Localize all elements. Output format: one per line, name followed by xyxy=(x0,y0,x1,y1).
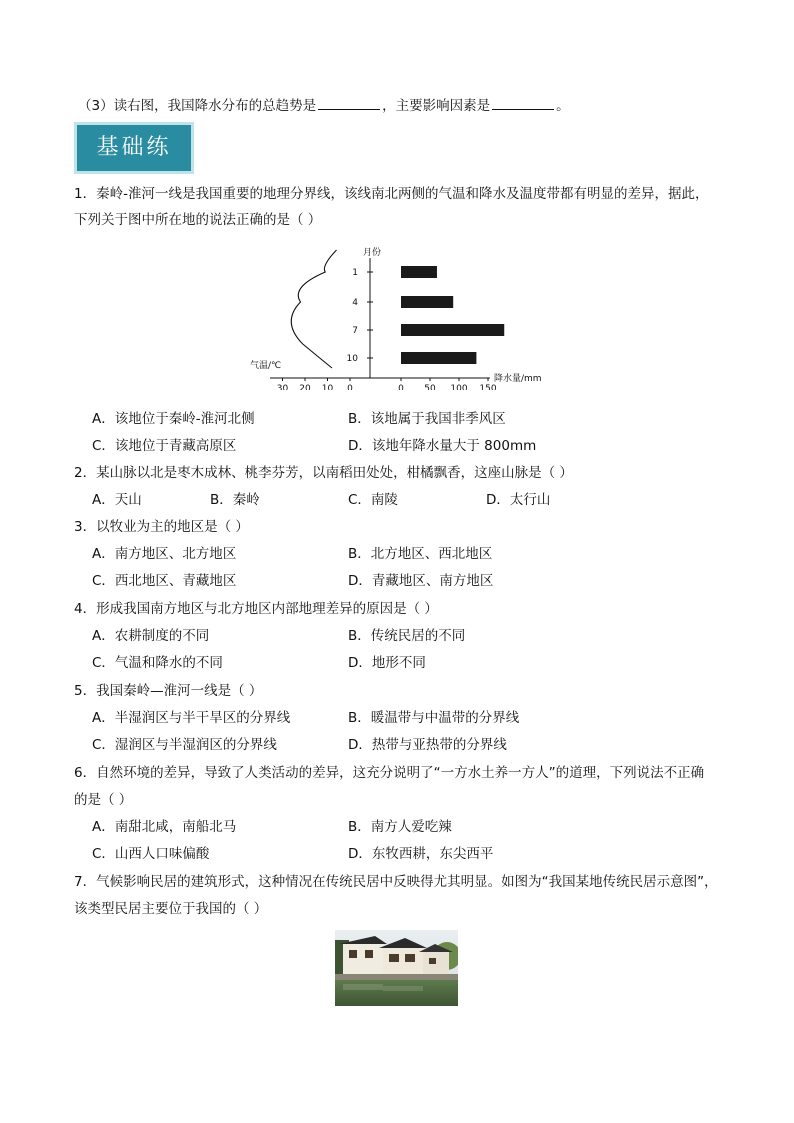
question-3-option-b[interactable]: B．北方地区、西北地区 xyxy=(348,546,493,562)
question-6-option-c[interactable]: C．山西人口味偏酸 xyxy=(92,846,210,862)
chart-precipitation-tick-label: 0 xyxy=(398,384,404,390)
traditional-dwelling-photo xyxy=(335,930,458,1006)
chart-precipitation-bar xyxy=(401,352,476,364)
question-5-stem: 5．我国秦岭—淮河一线是（ ） xyxy=(74,683,263,699)
question-3-option-d[interactable]: D．青藏地区、南方地区 xyxy=(348,573,494,589)
question-1-option-a[interactable]: A．该地位于秦岭-淮河北侧 xyxy=(92,411,255,427)
question-4-option-d[interactable]: D．地形不同 xyxy=(348,655,426,671)
climate-chart xyxy=(0,240,794,390)
answer-blank-1[interactable] xyxy=(318,96,380,110)
question-5-option-d[interactable]: D．热带与亚热带的分界线 xyxy=(348,737,507,753)
intro-prefix: （3）读右图，我国降水分布的总趋势是 xyxy=(78,98,317,114)
question-3-option-a[interactable]: A．南方地区、北方地区 xyxy=(92,546,237,562)
section-badge xyxy=(74,122,194,174)
chart-temperature-curve xyxy=(291,250,336,368)
chart-precipitation-bar xyxy=(401,266,437,278)
chart-precipitation-bar xyxy=(401,324,504,336)
chart-temperature-tick-label: 10 xyxy=(321,384,334,390)
question-6-option-a[interactable]: A．南甜北咸，南船北马 xyxy=(92,819,237,835)
question-1-option-b[interactable]: B．该地属于我国非季风区 xyxy=(348,411,506,427)
question-5-option-a[interactable]: A．半湿润区与半干旱区的分界线 xyxy=(92,710,291,726)
question-6-option-d[interactable]: D．东牧西耕，东尖西平 xyxy=(348,846,494,862)
question-7-stem-line-2: 该类型民居主要位于我国的（ ） xyxy=(74,901,268,917)
question-2-stem: 2．某山脉以北是枣木成林、桃李芬芳，以南稻田处处，柑橘飘香，这座山脉是（ ） xyxy=(74,465,573,481)
intro-suffix: 。 xyxy=(556,98,570,114)
chart-month-label: 1 xyxy=(352,268,358,278)
question-3-stem: 3．以牧业为主的地区是（ ） xyxy=(74,519,249,535)
question-5-option-c[interactable]: C．湿润区与半湿润区的分界线 xyxy=(92,737,277,753)
question-5-option-b[interactable]: B．暖温带与中温带的分界线 xyxy=(348,710,520,726)
chart-temperature-tick-label: 20 xyxy=(299,384,311,390)
question-1-option-d[interactable]: D．该地年降水量大于 800mm xyxy=(348,438,537,454)
question-2-option-c[interactable]: C．南陵 xyxy=(348,492,398,508)
question-4-stem: 4．形成我国南方地区与北方地区内部地理差异的原因是（ ） xyxy=(74,601,438,617)
question-4-option-c[interactable]: C．气温和降水的不同 xyxy=(92,655,223,671)
question-2-option-a[interactable]: A．天山 xyxy=(92,492,142,508)
chart-month-axis-label: 月份 xyxy=(363,248,382,258)
question-2-option-b[interactable]: B．秦岭 xyxy=(210,492,260,508)
question-1-option-c[interactable]: C．该地位于青藏高原区 xyxy=(92,438,237,454)
question-2-option-d[interactable]: D．太行山 xyxy=(486,492,551,508)
chart-precipitation-tick-label: 100 xyxy=(450,384,468,390)
chart-month-label: 4 xyxy=(352,298,358,308)
intro-middle: ，主要影响因素是 xyxy=(382,98,491,114)
question-7-stem-line-1: 7．气候影响民居的建筑形式，这种情况在传统民居中反映得尤其明显。如图为“我国某地传统民居示意图”， xyxy=(74,874,718,890)
answer-blank-2[interactable] xyxy=(492,96,554,110)
chart-temperature-tick-label: 0 xyxy=(347,384,353,390)
chart-temperature-axis-label: 气温/℃ xyxy=(250,361,282,371)
chart-precipitation-tick-label: 50 xyxy=(424,384,436,390)
question-6-option-b[interactable]: B．南方人爱吃辣 xyxy=(348,819,452,835)
chart-precipitation-tick-label: 150 xyxy=(479,384,497,390)
question-6-stem-line-1: 6．自然环境的差异，导致了人类活动的差异，这充分说明了“一方水土养一方人”的道理，下列说法不正确 xyxy=(74,765,705,781)
chart-month-label: 10 xyxy=(346,354,358,364)
intro-line xyxy=(78,96,570,115)
question-4-option-a[interactable]: A．农耕制度的不同 xyxy=(92,628,210,644)
section-badge-label: 基础练 xyxy=(96,135,172,160)
question-3-option-c[interactable]: C．西北地区、青藏地区 xyxy=(92,573,237,589)
chart-precipitation-bar xyxy=(401,296,453,308)
chart-precipitation-axis-label: 降水量/mm xyxy=(494,374,542,384)
question-1-stem-line-2: 下列关于图中所在地的说法正确的是（ ） xyxy=(74,212,322,228)
question-6-stem-line-2: 的是（ ） xyxy=(74,792,133,808)
question-1-stem-line-1: 1．秦岭-淮河一线是我国重要的地理分界线，该线南北两侧的气温和降水及温度带都有明显的差异，据此， xyxy=(74,186,709,202)
question-4-option-b[interactable]: B．传统民居的不同 xyxy=(348,628,466,644)
chart-month-label: 7 xyxy=(352,326,358,336)
chart-temperature-tick-label: 30 xyxy=(276,384,289,390)
